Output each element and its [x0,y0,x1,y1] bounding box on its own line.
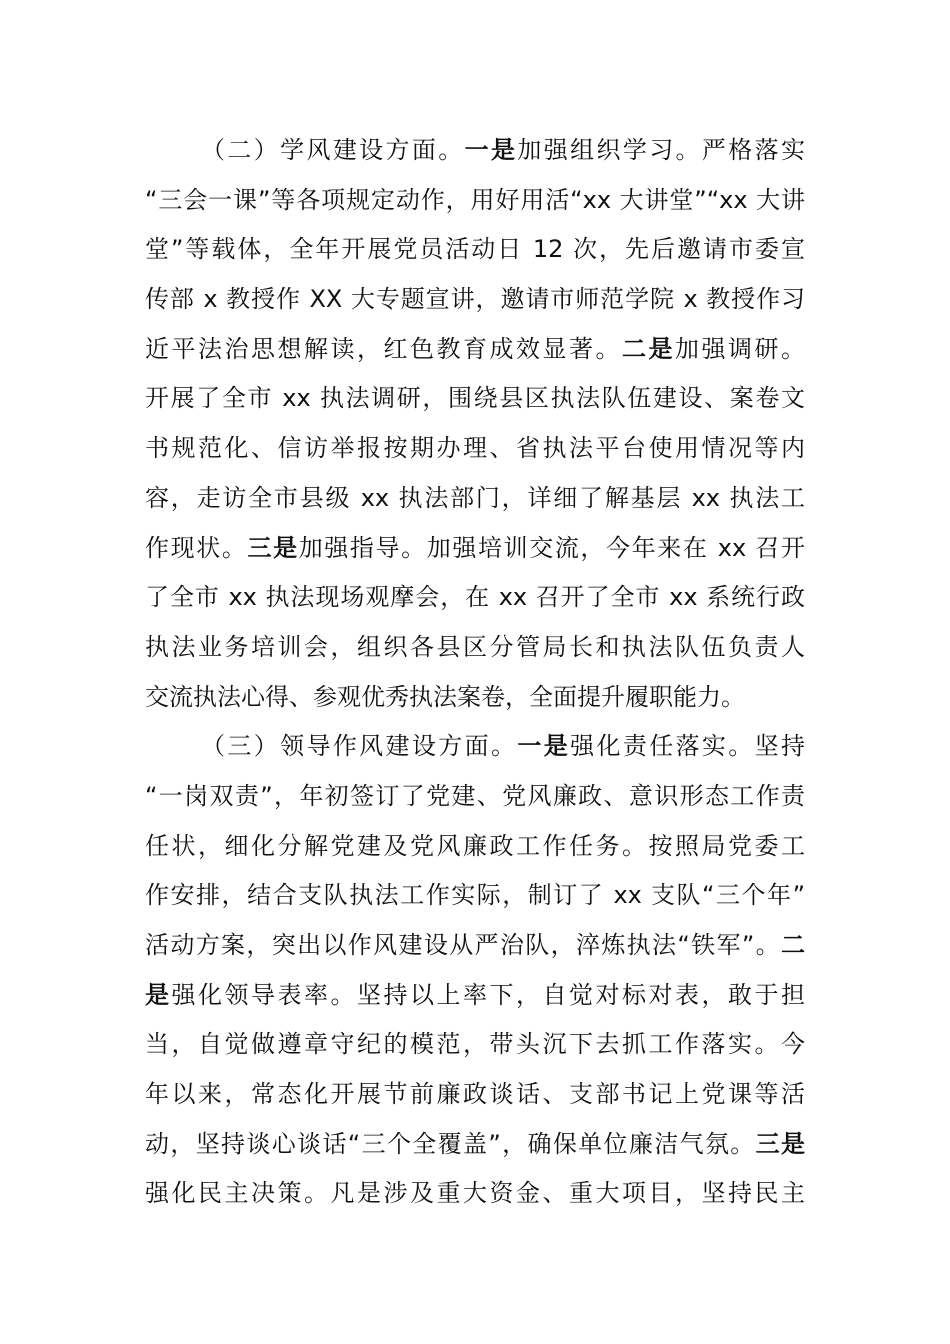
emphasis: 是 [145,980,172,1009]
paragraph-line: “三会一课”等各项规定动作，用好用活“xx 大讲堂”“xx 大讲 [145,185,805,214]
emphasis: 二 [781,931,805,959]
paragraph-line: 书规范化、信访举报按期办理、省执法平台使用情况等内 [145,434,805,463]
body-text [145,126,805,1219]
paragraph-line: 动，坚持谈心谈话“三个全覆盖”，确保单位廉洁气氛。三是 [145,1129,805,1158]
paragraph-line: 容，走访全市县级 xx 执法部门，详细了解基层 xx 执法工 [145,483,805,512]
emphasis: 三是 [755,1129,805,1158]
paragraph-line: 了全市 xx 执法现场观摩会，在 xx 召开了全市 xx 系统行政 [145,583,805,612]
paragraph-line: 作安排，结合支队执法工作实际，制订了 xx 支队“三个年” [145,881,805,910]
paragraph-line: 近平法治思想解读，红色教育成效显著。二是加强调研。 [145,334,805,363]
emphasis: 一是 [517,732,571,761]
paragraph-line: （三）领导作风建设方面。一是强化责任落实。坚持 [201,732,806,761]
paragraph-line: 当，自觉做遵章守纪的模范，带头沉下去抓工作落实。今 [145,1030,805,1059]
paragraph-line: 交流执法心得、参观优秀执法案卷，全面提升履职能力。 [145,682,745,711]
paragraph-line: 堂”等载体，全年开展党员活动日 12 次，先后邀请市委宣 [145,235,805,264]
emphasis: 三是 [247,533,299,562]
paragraph-line: “一岗双责”，年初签订了党建、党风廉政、意识形态工作责 [145,781,805,810]
paragraph-line: 传部 x 教授作 XX 大专题宣讲，邀请市师范学院 x 教授作习 [145,285,805,314]
paragraph-line: 是强化领导表率。坚持以上率下，自觉对标对表，敢于担 [145,980,805,1009]
emphasis: 二是 [622,334,675,363]
paragraph-line: 活动方案，突出以作风建设从严治队，淬炼执法“铁军”。二 [145,931,805,959]
paragraph-line: 执法业务培训会，组织各县区分管局长和执法队伍负责人 [145,632,805,661]
paragraph-line: 作现状。三是加强指导。加强培训交流，今年来在 xx 召开 [145,533,805,562]
paragraph-line: 开展了全市 xx 执法调研，围绕县区执法队伍建设、案卷文 [145,384,805,413]
paragraph-line: 任状，细化分解党建及党风廉政工作任务。按照局党委工 [145,831,805,860]
paragraph-line: 年以来，常态化开展节前廉政谈话、支部书记上党课等活 [145,1080,805,1109]
paragraph-line: （二）学风建设方面。一是加强组织学习。严格落实 [201,136,806,164]
paragraph-line: 强化民主决策。凡是涉及重大资金、重大项目，坚持民主 [145,1179,805,1208]
emphasis: 一是 [464,136,518,164]
